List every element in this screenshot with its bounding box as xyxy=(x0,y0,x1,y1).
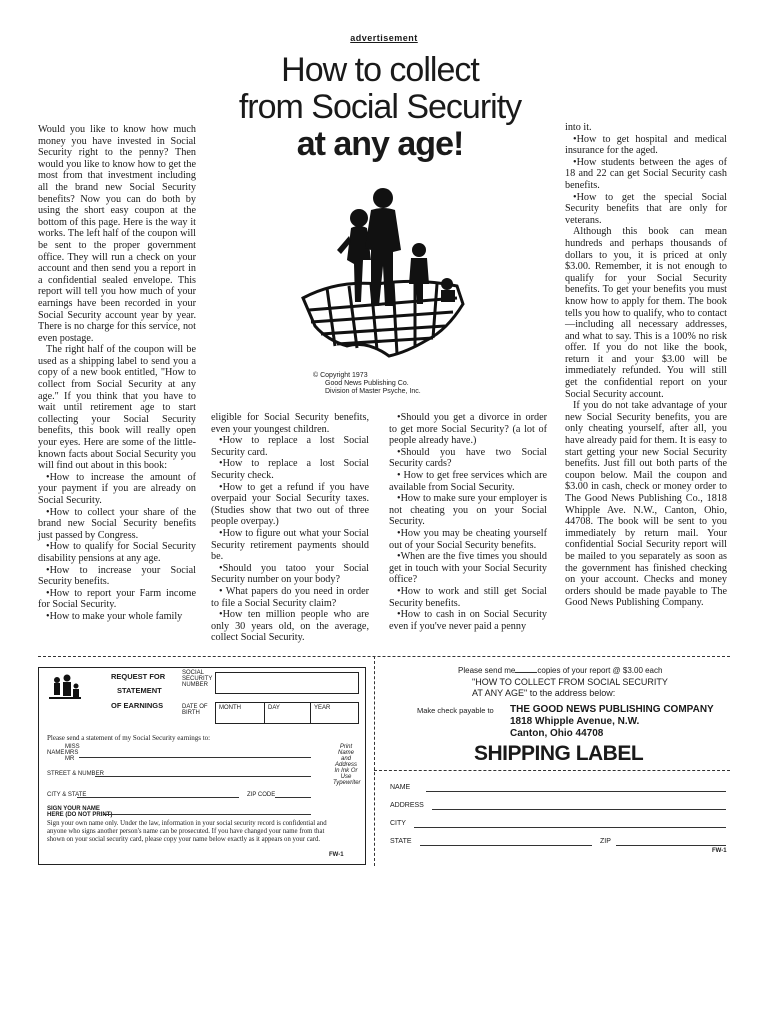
form-title-line-1: REQUEST FOR xyxy=(111,672,166,681)
middle-column-2: •Should you get a divorce in order to get more Social Security? (a lot of people already have.) •Should you have two Social Security cards? • How to get free services which are available from Social Security. •How to make sure your employer is not cheating you on your Social Security. •How you may be cheating yourself out of your Social Security benefits. •When are the five times you should get in touch with your Social Security office? •How to work and still get Social Security benefits. •How to cash in on Social Security even if you've never paid a penny xyxy=(389,412,547,632)
copies-request: Please send me copies of your report @ $3.00 each xyxy=(458,666,663,675)
please-send-statement: Please send a statement of my Social Security earnings to: xyxy=(47,734,211,742)
family-map-illustration xyxy=(297,180,465,370)
copyright-symbol: © xyxy=(313,372,321,379)
ship-address-label: ADDRESS xyxy=(390,802,424,809)
ship-zip-label: ZIP xyxy=(600,838,611,845)
copies-field[interactable] xyxy=(515,665,537,673)
zip-label: ZIP CODE xyxy=(247,792,276,798)
ssn-input[interactable] xyxy=(215,672,359,694)
form-footer-notice: Sign your own name only. Under the law, information in your social security record is confidential and anyone who signs another person's name can be prosecuted. If you have changed your name from that shown on your social security card, please copy your name below exactly as it appears on your card. xyxy=(47,820,327,843)
ship-name-field[interactable] xyxy=(426,791,726,792)
form-title-line-2: STATEMENT xyxy=(117,686,162,695)
street-label: STREET & NUMBER xyxy=(47,771,104,777)
headline-line-3: at any age! xyxy=(296,125,464,163)
middle-column-1: eligible for Social Security benefits, even your youngest children. •How to replace a lost Social Security card. •How to replace a lost Social Security check. •How to get a refund if you have overpaid your Social Security taxes. (Studies show that two out of three people overpay.) •How to figure out what your Social Security retirement payments should be. •Should you tatoo your Social Security number on your body? • What papers do you need in order to file a Social Security claim? •How ten million people who are only 30 years old, on the average, collect Social Security. xyxy=(211,412,369,644)
city-label: CITY & STATE xyxy=(47,792,87,798)
shipping-label-title: SHIPPING LABEL xyxy=(474,742,644,765)
copyright-notice: © Copyright 1973 Good News Publishing Co. Division of Master Psyche, Inc. xyxy=(313,372,421,395)
book-title-request: "HOW TO COLLECT FROM SOCIAL SECURITY AT ANY AGE" to the address below: xyxy=(472,677,668,698)
form-code: FW-1 xyxy=(329,852,344,858)
family-logo-icon xyxy=(47,674,83,702)
headline xyxy=(200,52,560,163)
print-note: Print Name and Address In Ink Or Use Typewriter xyxy=(333,744,361,786)
ship-state-label: STATE xyxy=(390,838,412,845)
shipping-divider xyxy=(374,770,730,771)
headline-line-2: from Social Security xyxy=(238,88,522,126)
street-field[interactable] xyxy=(95,776,311,777)
headline-line-1: How to collect xyxy=(281,51,479,89)
coupon-divider xyxy=(374,656,375,866)
ship-city-field[interactable] xyxy=(414,827,726,828)
left-column: Would you like to know how much money you have invested in Social Security right to the penny? Then would you like to know how to get the most from that investment including all the brand new Social Security benefits? Now you can do both by using the short easy coupon at the bottom of this page. Here is the way it works. The left half of the coupon will be sent to the proper government office. They will run a check on your account and then send you a report in a confidential sealed envelope. This report will tell you how much of your earnings have been recorded in your Social Security account year by year. There is no charge for this service, not even postage. The right half of the coupon will be used as a shipping label to send you a copy of a new book entitled, "How to collect from Social Security at any age." If you think that you have to wait until retirement age to start collecting your Social Security benefits, this book will really open your eyes. Here are some of the little-known facts about Social Security you will find out about in this book: •How to increase the amount of your payment if you are already on Social Security. •How to collect your share of the brand new Social Security benefits just passed by Congress. •How to qualify for Social Security disability pensions at any age. •How to increase your Social Security benefits. •How to report your Farm income for Social Security. •How to make your whole family xyxy=(38,124,196,622)
dob-input[interactable]: MONTH DAY YEAR xyxy=(215,702,359,724)
name-field[interactable] xyxy=(79,757,311,758)
ship-zip-field[interactable] xyxy=(616,845,726,846)
ssn-label: SOCIAL SECURITY NUMBER xyxy=(182,670,213,688)
payable-to: Make check payable to xyxy=(417,706,494,715)
city-field[interactable] xyxy=(77,797,239,798)
signature-label: SIGN YOUR NAME HERE (DO NOT PRINT) xyxy=(47,806,113,818)
zip-field[interactable] xyxy=(275,797,311,798)
name-label: NAME xyxy=(47,750,65,756)
dob-label: DATE OF BIRTH xyxy=(182,704,208,716)
ship-state-field[interactable] xyxy=(420,845,592,846)
form-title-line-3: OF EARNINGS xyxy=(111,701,164,710)
advertisement-label: advertisement xyxy=(350,33,418,43)
earnings-request-form xyxy=(38,667,366,865)
shipping-code: FW-1 xyxy=(712,848,727,854)
company-address: THE GOOD NEWS PUBLISHING COMPANY 1818 Whipple Avenue, N.W. Canton, Ohio 44708 xyxy=(510,704,714,739)
coupon-cut-line xyxy=(38,656,730,657)
ship-name-label: NAME xyxy=(390,784,411,791)
right-column: into it. •How to get hospital and medical insurance for the aged. •How students between the ages of 18 and 22 can get Social Security cash benefits. •How to get the special Social Security benefits that are only for veterans. Although this book can mean hundreds and perhaps thousands of dollars to you, it is priced at only $3.00. Remember, it is not enough to qualify for your Social Security benefits. To get your benefits you must know how to apply for them. The book tells you how to qualify, who to contact—including all necessary addresses, and what to say. This is a 100% no risk offer. If you do not like the book, return it and your $3.00 will be immediately refunded. You will still get the confidential report on your Social Security account. If you do not take advantage of your new Social Security benefits, you are only cheating yourself, after all, you have already paid for them. It is easy to start getting your new Social Security benefits. Just fill out both parts of the coupon below. Mail the coupon and $3.00 in cash, check or money order to The Good News Publishing Co., 1818 Whipple Ave. N.W., Canton, Ohio, 44708. The book will be sent to you immediately by return mail. Your confidential Social Security report will be mailed to you separately as soon as the government has finished checking on your account. Checks and money orders should be made payable to The Good News Publishing Company. xyxy=(565,122,727,609)
title-options: MISS MRS MR xyxy=(65,744,80,762)
signature-field[interactable] xyxy=(103,814,311,815)
ship-address-field[interactable] xyxy=(432,809,726,810)
ship-city-label: CITY xyxy=(390,820,406,827)
us-map-grid xyxy=(303,281,463,356)
